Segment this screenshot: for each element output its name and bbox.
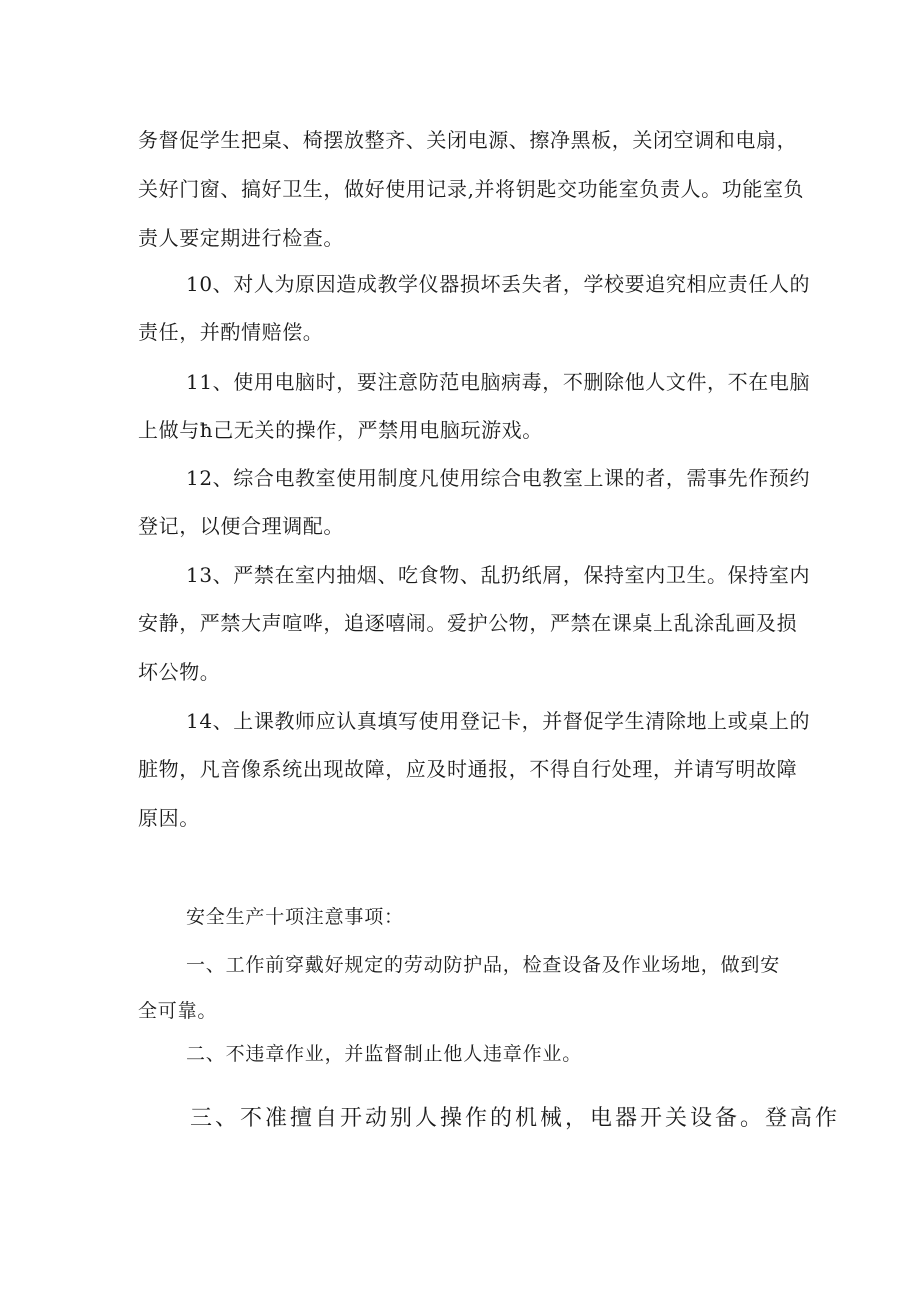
item-13-line-1: 13、严禁在室内抽烟、吃食物、乱扔纸屑，保持室内卫生。保持室内 (186, 563, 811, 587)
item-14-line-1: 14、上课教师应认真填写使用登记卡，并督促学生清除地上或桌上的 (186, 709, 811, 733)
item-13-line-3: 坏公物。 (138, 660, 221, 684)
item-10-line-2: 责任，并酌情赔偿。 (138, 320, 324, 344)
rule-1-line-2: 全可靠。 (138, 1000, 218, 1022)
text-line-1: 务督促学生把桌、椅摆放整齐、关闭电源、擦净黑板，关闭空调和电扇， (138, 128, 798, 152)
item-14-line-2: 脏物，凡音像系统出现故障，应及时通报，不得自行处理，并请写明故障 (138, 757, 798, 781)
item-12-line-2: 登记，以便合理调配。 (138, 514, 344, 538)
item-11-line-2: 上做与ħ己无关的操作，严禁用电脑玩游戏。 (138, 418, 543, 442)
item-14-line-3: 原因。 (138, 806, 200, 830)
item-12-line-1: 12、综合电教室使用制度凡使用综合电教室上课的者，需事先作预约 (186, 466, 811, 490)
section-heading: 安全生产十项注意事项： (186, 906, 404, 928)
text-line-2: 关好门窗、搞好卫生，做好使用记录,并将钥匙交功能室负责人。功能室负 (138, 177, 805, 201)
text-line-3: 责人要定期进行检查。 (138, 226, 344, 250)
item-10-line-1: 10、对人为原因造成教学仪器损坏丢失者，学校要追究相应责任人的 (186, 272, 811, 296)
item-11-line-1: 11、使用电脑时，要注意防范电脑病毒，不删除他人文件，不在电脑 (186, 370, 811, 394)
rule-2-line-1: 二、不违章作业，并监督制止他人违章作业。 (186, 1043, 583, 1065)
item-13-line-2: 安静，严禁大声喧哗，追逐嘻闹。爱护公物，严禁在课桌上乱涂乱画及损 (138, 611, 798, 635)
rule-1-line-1: 一、工作前穿戴好规定的劳动防护品，检查设备及作业场地，做到安 (186, 954, 781, 976)
rule-3-line-1: 三、不准擅自开动别人操作的机械，电器开关设备。登高作 (190, 1106, 841, 1131)
